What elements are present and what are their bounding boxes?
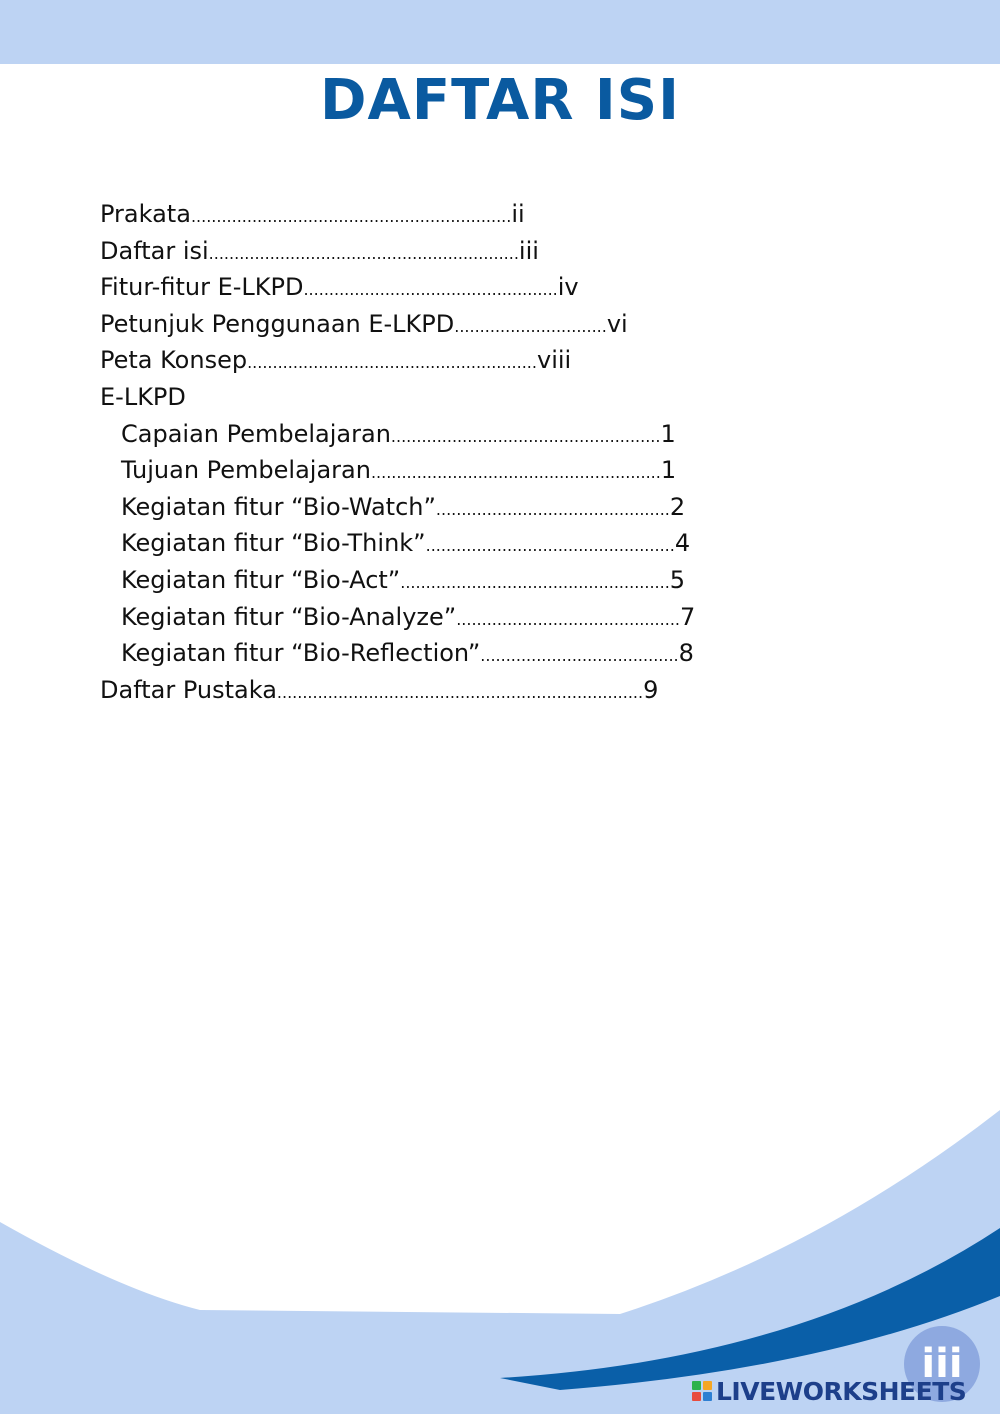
toc-entry — [100, 379, 840, 416]
toc-entry — [100, 269, 840, 306]
toc-entry-label: Tujuan Pembelajaran — [121, 456, 371, 485]
toc-entry-label: Kegiatan fitur “Bio-Act” — [121, 565, 401, 594]
toc-entry-leader: ........................................................................ — [276, 682, 644, 702]
toc-entry-leader: ....................................... — [480, 646, 679, 666]
toc-entry — [100, 416, 840, 453]
toc-entry-page: 4 — [674, 529, 691, 558]
toc-entry-leader: ......................................................... — [370, 463, 661, 483]
logo-square-orange — [703, 1381, 712, 1390]
toc-entry-label: Kegiatan fitur “Bio-Analyze” — [121, 602, 457, 631]
toc-entry-page: iv — [557, 273, 579, 302]
toc-entry-page: viii — [536, 346, 572, 375]
toc-entry — [100, 233, 840, 270]
logo-square-green — [692, 1381, 701, 1390]
logo-square-blue — [703, 1392, 712, 1401]
toc-entry-leader: ............................................................... — [190, 207, 512, 226]
brand-name: LIVEWORKSHEETS — [716, 1376, 967, 1406]
toc-entry — [100, 672, 840, 709]
toc-entry-leader: ..................................................... — [390, 426, 661, 446]
page-number-badge: iii — [904, 1326, 980, 1402]
toc-entry-page: 8 — [678, 639, 694, 668]
toc-entry-label: Daftar isi — [100, 236, 209, 265]
toc-entry — [100, 342, 840, 379]
toc-entry-leader: ............................................................. — [208, 243, 519, 263]
top-header-band — [0, 0, 1000, 64]
toc-entry-leader: .............................................. — [435, 499, 670, 519]
footer-wave-decoration — [0, 1100, 1000, 1414]
liveworksheets-logo-icon — [692, 1381, 712, 1401]
toc-entry-leader: ................................................. — [425, 536, 675, 556]
toc-entry — [100, 489, 840, 526]
toc-entry-page: 5 — [669, 565, 686, 594]
toc-entry-label: Kegiatan fitur “Bio-Reflection” — [121, 639, 481, 668]
toc-entry-leader: ......................................................... — [247, 353, 537, 373]
toc-entry-leader: .................................................. — [303, 280, 558, 300]
toc-entry-label: Petunjuk Penggunaan E-LKPD — [100, 309, 455, 338]
toc-entry-page: ii — [511, 200, 525, 228]
toc-entry-page: 1 — [660, 456, 677, 485]
toc-entry — [100, 525, 840, 562]
toc-entry-label: Peta Konsep — [100, 346, 248, 375]
logo-square-red — [692, 1392, 701, 1401]
toc-entry-label: Fitur-fitur E-LKPD — [100, 273, 304, 302]
toc-entry — [100, 196, 840, 233]
toc-entry-label: Kegiatan fitur “Bio-Watch” — [121, 492, 436, 521]
table-of-contents — [100, 196, 840, 708]
toc-entry-label: Kegiatan fitur “Bio-Think” — [121, 529, 426, 558]
toc-entry — [100, 599, 840, 636]
brand-watermark — [692, 1376, 966, 1406]
toc-entry-page: 2 — [669, 492, 686, 521]
toc-entry-leader: ..................................................... — [400, 572, 670, 592]
toc-entry-leader: ............................................ — [456, 609, 680, 629]
toc-entry-label: Daftar Pustaka — [100, 675, 277, 704]
page-title: DAFTAR ISI — [320, 68, 680, 133]
toc-entry-page: iii — [518, 236, 539, 265]
toc-entry-label: E-LKPD — [100, 382, 186, 411]
toc-entry-page: 7 — [679, 602, 696, 631]
toc-entry-leader: .............................. — [454, 316, 607, 336]
toc-entry — [100, 306, 840, 343]
toc-entry-page: vi — [606, 309, 628, 338]
toc-entry — [100, 452, 840, 489]
toc-entry-label: Capaian Pembelajaran — [121, 419, 391, 448]
toc-entry-page: 1 — [660, 419, 676, 448]
toc-entry-page: 9 — [643, 675, 659, 704]
toc-entry — [100, 635, 840, 672]
toc-entry — [100, 562, 840, 599]
toc-entry-label: Prakata — [100, 200, 191, 228]
